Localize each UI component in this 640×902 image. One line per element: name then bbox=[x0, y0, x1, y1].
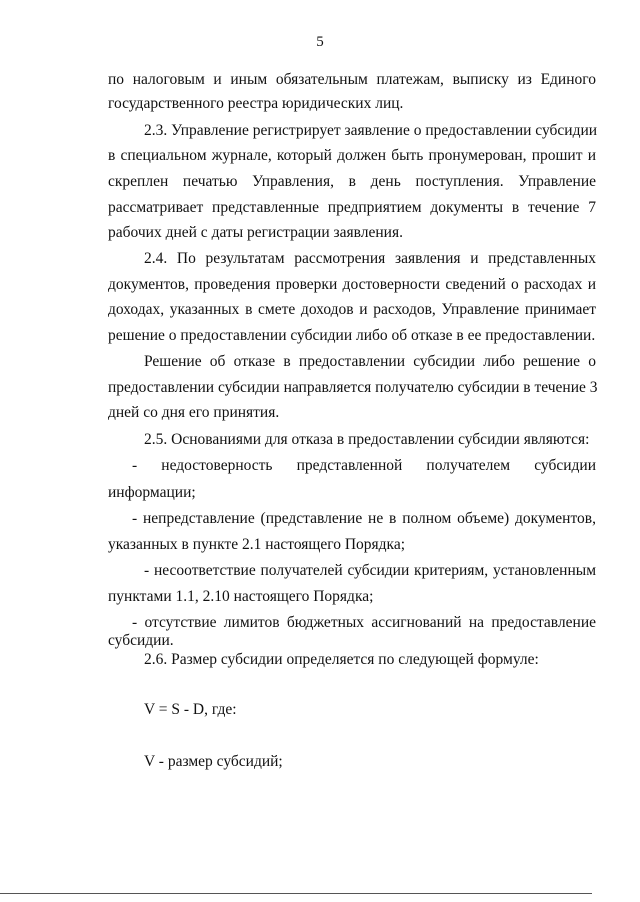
text-line: государственного реестра юридических лиц. bbox=[108, 95, 404, 112]
text-line: в специальном журнале, который должен быть пронумерован, прошит и bbox=[108, 147, 596, 164]
text-line: 2.4. По результатам рассмотрения заявления и представленных bbox=[144, 250, 596, 267]
text-line: 2.5. Основаниями для отказа в предоставлении субсидии являются: bbox=[144, 431, 590, 448]
bottom-divider bbox=[0, 893, 592, 894]
text-line: - непредставление (представление не в полном объеме) документов, bbox=[132, 510, 596, 527]
text-line: скреплен печатью Управления, в день поступления. Управление bbox=[108, 173, 596, 190]
text-line: - недостоверность представленной получателем субсидии bbox=[132, 457, 596, 474]
text-line: указанных в пункте 2.1 настоящего Порядка; bbox=[108, 536, 406, 553]
text-line: решение о предоставлении субсидии либо об отказе в ее предоставлении. bbox=[108, 327, 596, 344]
text-line: рабочих дней с даты регистрации заявления. bbox=[108, 224, 403, 241]
text-line: пунктами 1.1, 2.10 настоящего Порядка; bbox=[108, 588, 374, 605]
text-line: 2.6. Размер субсидии определяется по следующей формуле: bbox=[144, 651, 539, 668]
text-line: документов, проведения проверки достоверности сведений о расходах и bbox=[108, 276, 596, 293]
text-line: предоставлении субсидии направляется получателю субсидии в течение 3 bbox=[108, 379, 598, 396]
text-line: по налоговым и иным обязательным платежам, выписку из Единого bbox=[108, 71, 596, 88]
text-line: информации; bbox=[108, 484, 196, 501]
text-line: 2.3. Управление регистрирует заявление о предоставлении субсидии bbox=[144, 122, 598, 139]
text-line: рассматривает представленные предприятием документы в течение 7 bbox=[108, 199, 596, 216]
text-line: V = S - D, где: bbox=[144, 701, 237, 718]
text-line: доходах, указанных в смете доходов и расходов, Управление принимает bbox=[108, 301, 596, 318]
text-line: V - размер субсидий; bbox=[144, 753, 283, 770]
text-line: дней со дня его принятия. bbox=[108, 404, 280, 421]
page-number: 5 bbox=[316, 34, 324, 50]
text-line: Решение об отказе в предоставлении субсидии либо решение о bbox=[144, 353, 596, 370]
text-line: - отсутствие лимитов бюджетных ассигнований на предоставление bbox=[132, 614, 596, 631]
text-line: - несоответствие получателей субсидии критериям, установленным bbox=[144, 562, 596, 579]
text-line: субсидии. bbox=[108, 632, 174, 649]
